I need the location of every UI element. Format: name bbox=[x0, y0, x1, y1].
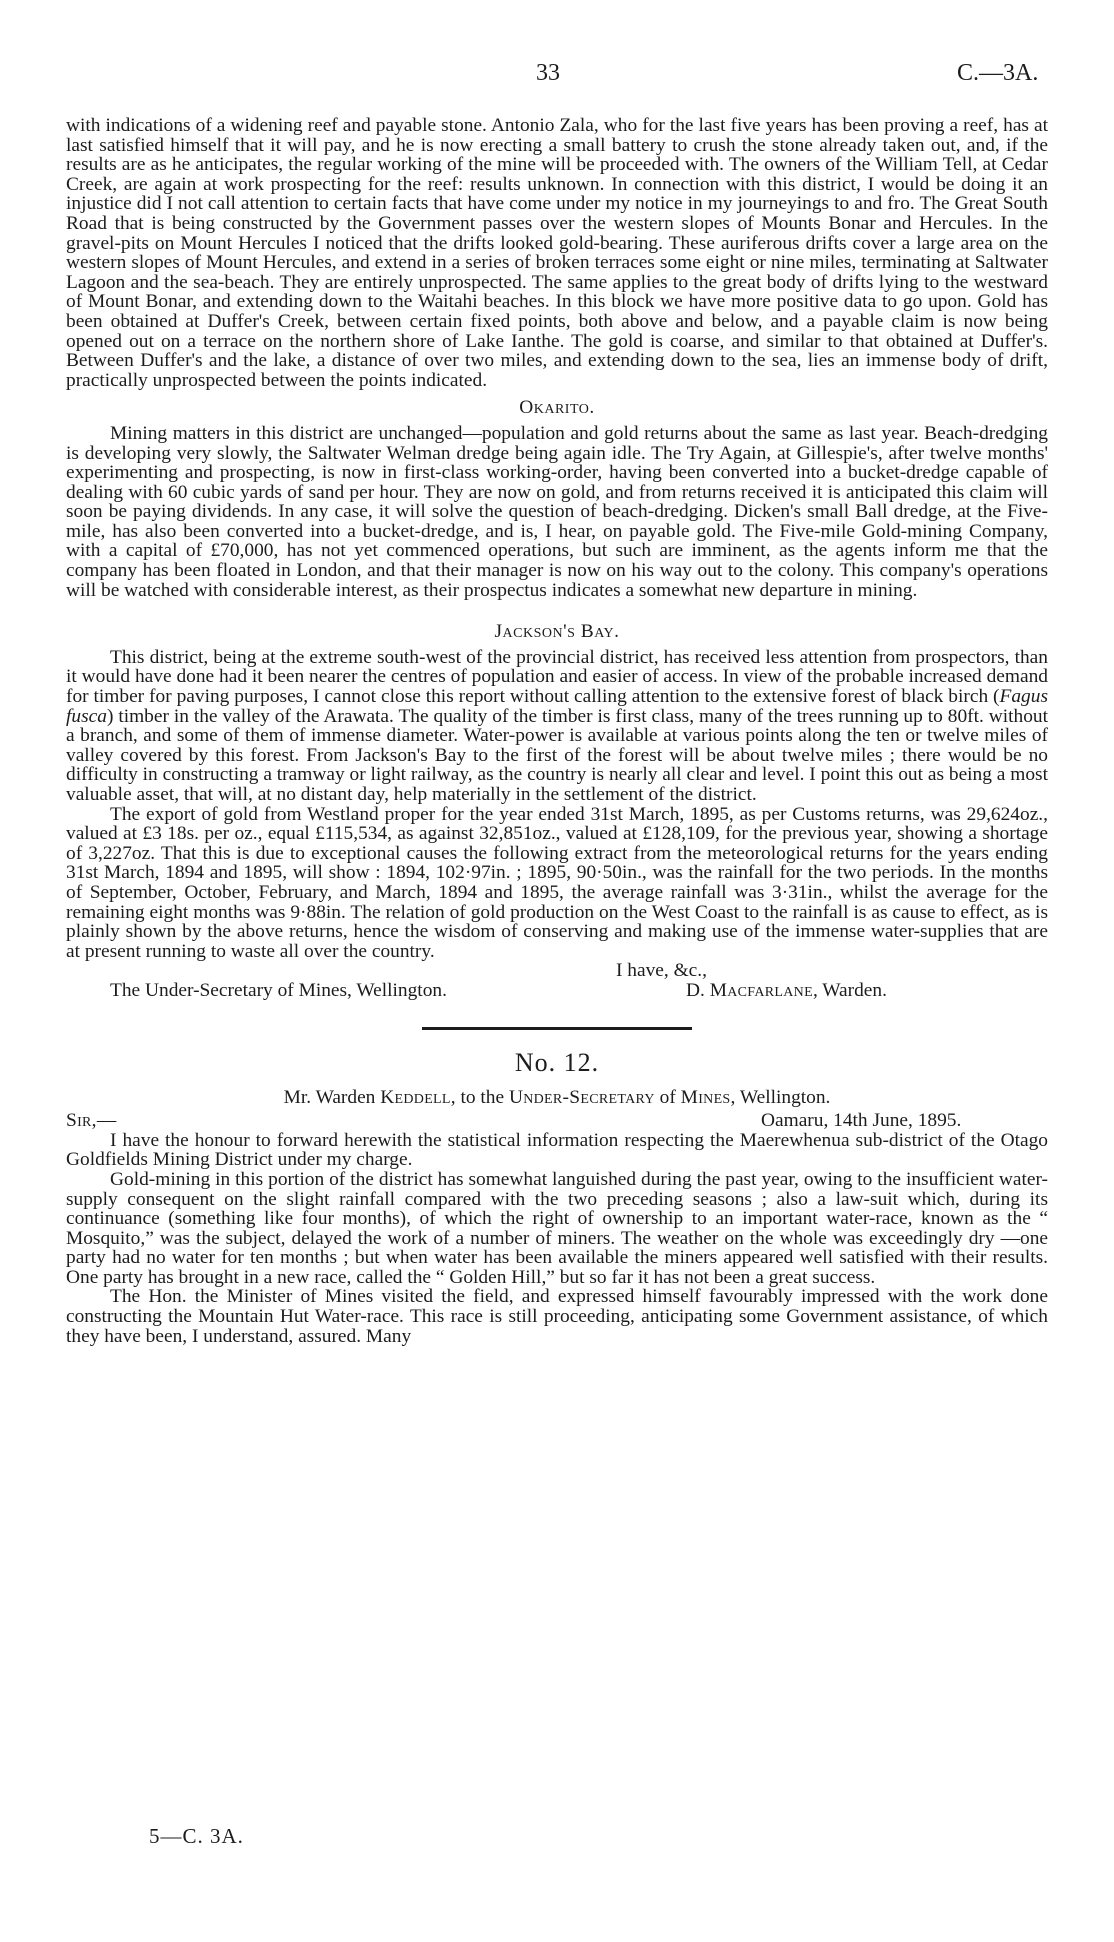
letter-paragraph-3: The Hon. the Minister of Mines visited the field, and expressed himself favourably impressed with the work done constructing the Mountain Hut Water-race. This race is still proceeding, anticipating some Government assistance, of which they have been, I understand, assured. Many bbox=[66, 1286, 1048, 1347]
letter-from-line bbox=[66, 1088, 1048, 1108]
section-heading-okarito: Okarito. bbox=[519, 397, 595, 419]
signature-title: , Warden. bbox=[812, 979, 887, 1001]
from-of: of bbox=[654, 1086, 681, 1108]
from-place: , Wellington. bbox=[730, 1086, 831, 1108]
place-date: Oamaru, 14th June, 1895. bbox=[761, 1110, 962, 1132]
species-name: Fagus fusca bbox=[66, 686, 1048, 727]
page-number: 33 bbox=[536, 60, 560, 86]
signature bbox=[686, 981, 887, 1001]
section-heading-jacksons-bay: Jackson's Bay. bbox=[494, 621, 620, 643]
jacksons-bay-paragraph bbox=[66, 648, 1048, 805]
okarito-paragraph: Mining matters in this district are unchanged—population and gold returns about the same as last year. Beach-dredging is developing very slowly, the Saltwater Welman dredge being again idle. The Try Again, at Gillespie's, after twelve months' experimenting and prospecting, is now in first-class working-order, having been converted into a bucket-dredge capable of dealing with 60 cubic yards of sand per hour. They are now on gold, and from returns received it is anticipated this claim will soon be paying dividends. In any case, it will solve the question of beach-dredging. Dicken's small Ball dredge, at the Five-mile, has also been converted into a bucket-dredge, and is, I hear, on payable gold. The Five-mile Gold-mining Company, with a capital of £70,000, has not yet commenced operations, but such are imminent, as the agents inform me that the company has been floated in London, and that their manager is now on his way out to the colony. This company's operations will be watched with considerable interest, as their prospectus indicates a somewhat new departure in mining. bbox=[66, 422, 1048, 601]
signature-initial: D. bbox=[686, 979, 705, 1001]
sign-off-row bbox=[66, 961, 1048, 981]
addressee: The Under-Secretary of Mines, Wellington. bbox=[110, 979, 447, 1001]
from-prefix: Mr. Warden bbox=[283, 1086, 381, 1108]
signature-row bbox=[66, 981, 1048, 1001]
gold-export-paragraph: The export of gold from Westland proper for the year ended 31st March, 1895, as per Customs returns, was 29,624oz., valued at £3 18s. per oz., equal £115,534, as against 32,851oz., valued at £128,109, for the previous year, showing a shortage of 3,227oz. That this is due to exceptional causes the following extract from the meteorological returns for the years ending 31st March, 1894 and 1895, will show : 1894, 102·97in. ; 1895, 90·50in., was the rainfall for the two periods. In the months of September, October, February, and March, 1894 and 1895, the average rainfall was 3·31in., whilst the average for the remaining eight months was 9·88in. The relation of gold production on the West Coast to the rainfall is as cause to effect, as is plainly shown by the above returns, hence the wisdom of conserving and making use of the immense water-supplies that are at present running to waste all over the country. bbox=[66, 803, 1048, 962]
letter-paragraph-2: Gold-mining in this portion of the district has somewhat languished during the past year, owing to the insufficient water-supply consequent on the slight rainfall compared with the two preceding seasons ; also a law-suit which, during its continuance (something like four months), of which the right of ownership to an important water-race, known as the “ Mosquito,” was the subject, delayed the work of a number of miners. The weather on the whole was exceedingly dry —one party had no water for ten months ; but when water has been available the miners appeared well satisfied with their results. One party has brought in a new race, called the “ Golden Hill,” but so far it has not been a great success. bbox=[66, 1168, 1048, 1288]
footer-signature-mark: 5—C. 3A. bbox=[149, 1824, 244, 1848]
jacksons-bay-text-b: ) timber in the valley of the Arawata. The quality of the timber is first class, many of the trees running up to 80ft. without a branch, and some of them of immense diameter. Water-power is available at various points along the ten or twelve miles of valley covered by this forest. From Jackson's Bay to the first of the forest will be about twelve miles ; there would be no difficulty in constructing a tramway or light railway, as the country is nearly all clear and level. I point this out as being a most valuable asset, that will, at no distant day, help materially in the settlement of the district. bbox=[66, 705, 1048, 805]
sign-off: I have, &c., bbox=[616, 960, 707, 982]
salutation-row bbox=[66, 1111, 1048, 1131]
document-number-heading: No. 12. bbox=[514, 1047, 600, 1077]
report-body bbox=[66, 116, 1048, 1346]
warden-name: Keddell bbox=[380, 1086, 451, 1108]
signature-name: Macfarlane bbox=[709, 979, 813, 1001]
jacksons-bay-text-a: This district, being at the extreme south-west of the provincial district, has received less attention from prospectors, than it would have done had it been nearer the centres of population and easier of access. In view of the probable increased demand for timber for paving purposes, I cannot close this report without calling attention to the extensive forest of black birch ( bbox=[66, 646, 1048, 708]
mines-name: Mines bbox=[680, 1086, 731, 1108]
salutation: Sir,— bbox=[66, 1110, 117, 1132]
intro-paragraph: with indications of a widening reef and payable stone. Antonio Zala, who for the last five years has been proving a reef, has at last satisfied himself that it will pay, and he is now erecting a small battery to crush the stone already taken out, and, if the results are as he anticipates, the regular working of the mine will be proceeded with. The owners of the William Tell, at Cedar Creek, are again at work prospecting for the reef: results unknown. In connection with this district, I would be doing it an injustice did I not call attention to certain facts that have come under my notice in my journeyings to and fro. The Great South Road that is being constructed by the Government passes over the western slopes of Mounts Bonar and Hercules. In the gravel-pits on Mount Hercules I noticed that the drifts looked gold-bearing. These auriferous drifts cover a large area on the western slopes of Mount Hercules, and extend in a series of broken terraces some eight or nine miles, terminating at Saltwater Lagoon and the sea-beach. They are entirely unprospected. The same applies to the great body of drifts lying to the westward of Mount Bonar, and extending down to the Waitahi beaches. In this block we have more positive data to go upon. Gold has been obtained at Duffer's Creek, between certain fixed points, both above and below, and a payable claim is now being opened out on a terrace on the northern shore of Lake Ianthe. The gold is coarse, and similar to that obtained at Duffer's. Between Duffer's and the lake, a distance of over two miles, and extending down to the sea, lies an immense body of drift, practically unprospected between the points indicated. bbox=[66, 115, 1048, 391]
document-reference: C.—3A. bbox=[957, 60, 1039, 86]
office-name: Under-Secretary bbox=[508, 1086, 655, 1108]
section-divider bbox=[422, 1027, 692, 1030]
from-connector: , to the bbox=[450, 1086, 509, 1108]
letter-paragraph-1: I have the honour to forward herewith the statistical information respecting the Maerewhenua sub-district of the Otago Goldfields Mining District under my charge. bbox=[66, 1129, 1048, 1171]
